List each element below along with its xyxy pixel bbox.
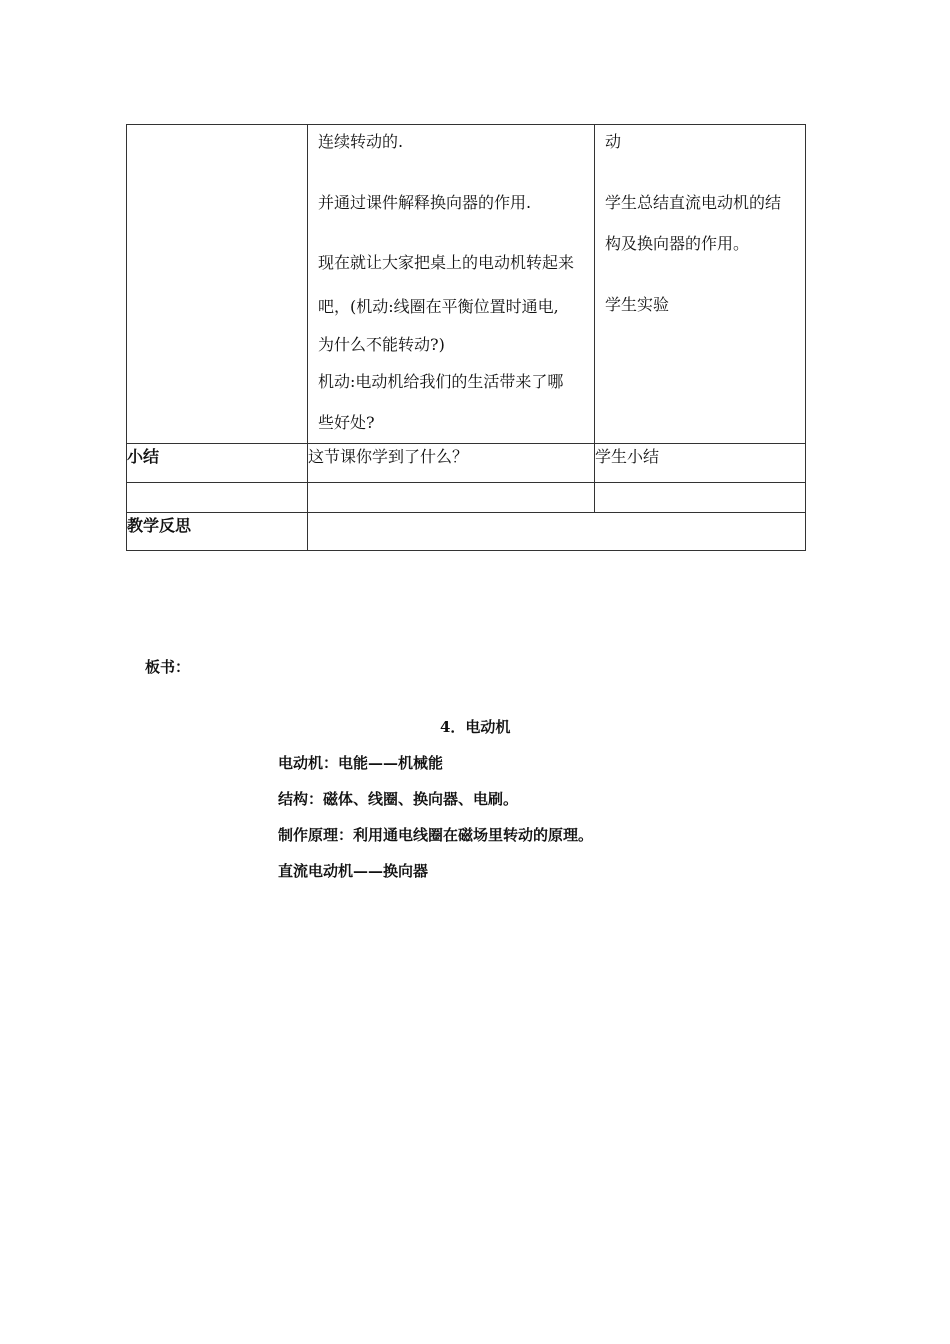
cell-line: 现在就让大家把桌上的电动机转起来: [318, 253, 575, 272]
table-cell-teacher-activity: [308, 125, 595, 444]
cell-line: 学生实验: [605, 295, 670, 314]
cell-line: 为什么不能转动?): [318, 335, 445, 354]
table-cell-reflection-content: [308, 513, 806, 551]
board-title: 4．电动机: [440, 718, 511, 736]
cell-line: 构及换向器的作用。: [605, 234, 750, 253]
table-cell-student-activity: 学生小结: [595, 444, 806, 483]
lesson-plan-table: [126, 124, 806, 551]
cell-line: 连续转动的.: [318, 132, 404, 151]
board-label: 板书：: [145, 658, 191, 676]
table-cell-empty: [308, 483, 595, 513]
cell-line: 吧，(机动:线圈在平衡位置时通电,: [318, 297, 559, 316]
table-row: [127, 125, 806, 444]
table-row: [127, 444, 806, 483]
table-row: [127, 483, 806, 513]
table-cell-reflection-label: 教学反思: [127, 513, 308, 551]
table-cell-empty: [595, 483, 806, 513]
board-line: 电动机：电能——机械能: [278, 754, 444, 772]
table-cell-empty: [127, 483, 308, 513]
board-line: 制作原理：利用通电线圈在磁场里转动的原理。: [278, 826, 594, 844]
table-cell-teacher-activity: 这节课你学到了什么？: [308, 444, 595, 483]
cell-line: 动: [605, 132, 622, 151]
table-cell-stage: 小结: [127, 444, 308, 483]
board-line: 结构：磁体、线圈、换向器、电刷。: [278, 790, 519, 808]
cell-line: 机动:电动机给我们的生活带来了哪: [318, 372, 564, 391]
cell-line: 并通过课件解释换向器的作用.: [318, 193, 532, 212]
cell-line: 些好处?: [318, 413, 375, 432]
cell-line: 学生总结直流电动机的结: [605, 193, 782, 212]
table-cell-stage: [127, 125, 308, 444]
board-line: 直流电动机——换向器: [278, 862, 429, 880]
table-row: [127, 513, 806, 551]
table-cell-student-activity: [595, 125, 806, 444]
